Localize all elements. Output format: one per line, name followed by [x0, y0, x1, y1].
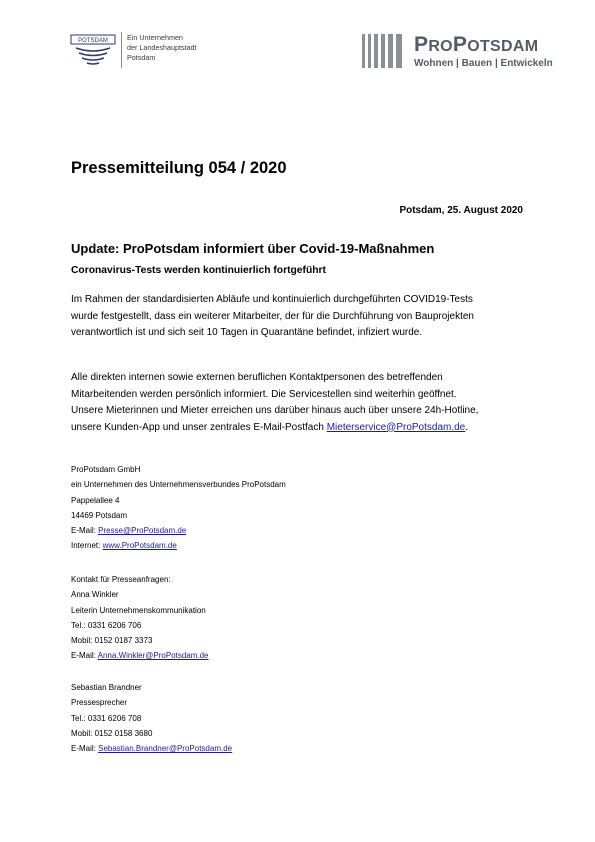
page-title: Pressemitteilung 054 / 2020 [71, 159, 287, 177]
contact-email-line [71, 648, 209, 663]
email-label: E-Mail: [71, 651, 98, 661]
propotsdam-wordmark [414, 34, 538, 58]
paragraph-line: Alle direkten internen sowie externen beruflichen Kontaktpersonen des betreffenden [71, 372, 443, 383]
company-subtitle: ein Unternehmen des Unternehmensverbundes ProPotsdam [71, 480, 286, 490]
contact-role: Leiterin Unternehmenskommunikation [71, 605, 206, 615]
brand-pro: P [414, 33, 429, 56]
contact-mobil: Mobil: 0152 0187 3373 [71, 636, 153, 646]
paragraph-line: Unsere Mieterinnen und Mieter erreichen uns darüber hinaus auch über unsere 24h-Hotline, [71, 405, 479, 416]
email-label: E-Mail: [71, 526, 99, 536]
press-contact-1 [71, 572, 209, 664]
contact-role: Pressesprecher [71, 698, 128, 708]
company-street: Pappelallee 4 [71, 495, 120, 505]
paragraph-line: Im Rahmen der standardisierten Abläufe und kontinuierlich durchgeführten COVID19-Tests [71, 294, 473, 305]
contact-name: Sebastian Brandner [71, 683, 142, 692]
city-text-line: Ein Unternehmen [127, 33, 183, 42]
contact-tel: Tel.: 0331 6206 708 [71, 713, 142, 723]
headline: Update: ProPotsdam informiert über Covid-19-Maßnahmen [71, 241, 435, 256]
subheadline: Coronavirus-Tests werden kontinuierlich fortgeführt [71, 265, 326, 276]
city-text-line: der Landeshauptstadt [127, 43, 197, 52]
website-link[interactable]: www.ProPotsdam.de [102, 541, 177, 551]
body-paragraph-2 [71, 370, 531, 436]
paragraph-text: . [465, 421, 469, 433]
city-text-line: Potsdam [127, 53, 156, 62]
paragraph-text: unsere Kunden-App und unser zentrales E-Mail-Postfach [71, 421, 327, 433]
anna-winkler-email-link[interactable]: Anna.Winkler@ProPotsdam.de [97, 651, 209, 661]
brand-pro-rest: RO [428, 38, 453, 55]
contact-heading: Kontakt für Presseanfragen: [71, 575, 171, 584]
potsdam-city-logo [70, 34, 116, 68]
paragraph-line: wurde festgestellt, dass ein weiterer Mitarbeiter, der für die Durchführung von Bauprojekten [71, 310, 474, 322]
company-web-line [71, 538, 286, 553]
paragraph-line: Mitarbeitenden werden persönlich informiert. Die Servicestellen sind weiterhin geöffnet. [71, 388, 457, 400]
presse-email-link[interactable]: Presse@ProPotsdam.de [98, 526, 187, 536]
contact-name: Anna Winkler [71, 590, 119, 600]
brand-potsdam-rest: OTSDAM [467, 38, 539, 55]
brand-tagline: Wohnen | Bauen | Entwickeln [414, 58, 553, 69]
press-contact-2 [71, 680, 232, 756]
contact-email-line [71, 741, 232, 756]
web-label: Internet: [71, 541, 103, 551]
contact-tel: Tel.: 0331 6206 706 [71, 620, 142, 630]
header-divider [121, 32, 122, 68]
paragraph-line: verantwortlich ist und sich seit 10 Tagen in Quarantäne befindet, infiziert wurde. [71, 327, 423, 338]
company-contact-block [71, 462, 286, 554]
contact-mobil: Mobil: 0152 0158 3680 [71, 728, 153, 738]
sebastian-brandner-email-link[interactable]: Sebastian.Brandner@ProPotsdam.de [98, 744, 233, 754]
company-city: 14469 Potsdam [71, 510, 128, 520]
press-date: Potsdam, 25. August 2020 [399, 205, 523, 216]
city-affiliation-text [127, 33, 197, 63]
city-logo-label: POTSDAM [78, 38, 108, 44]
body-paragraph-1 [71, 292, 531, 342]
brand-potsdam-initial: P [452, 33, 468, 56]
propotsdam-bars-logo [362, 34, 406, 68]
mieterservice-email-link[interactable]: Mieterservice@ProPotsdam.de [326, 421, 466, 433]
company-email-line [71, 523, 286, 538]
email-label: E-Mail: [71, 744, 99, 754]
company-name: ProPotsdam GmbH [71, 465, 141, 474]
paragraph-line [71, 420, 531, 437]
